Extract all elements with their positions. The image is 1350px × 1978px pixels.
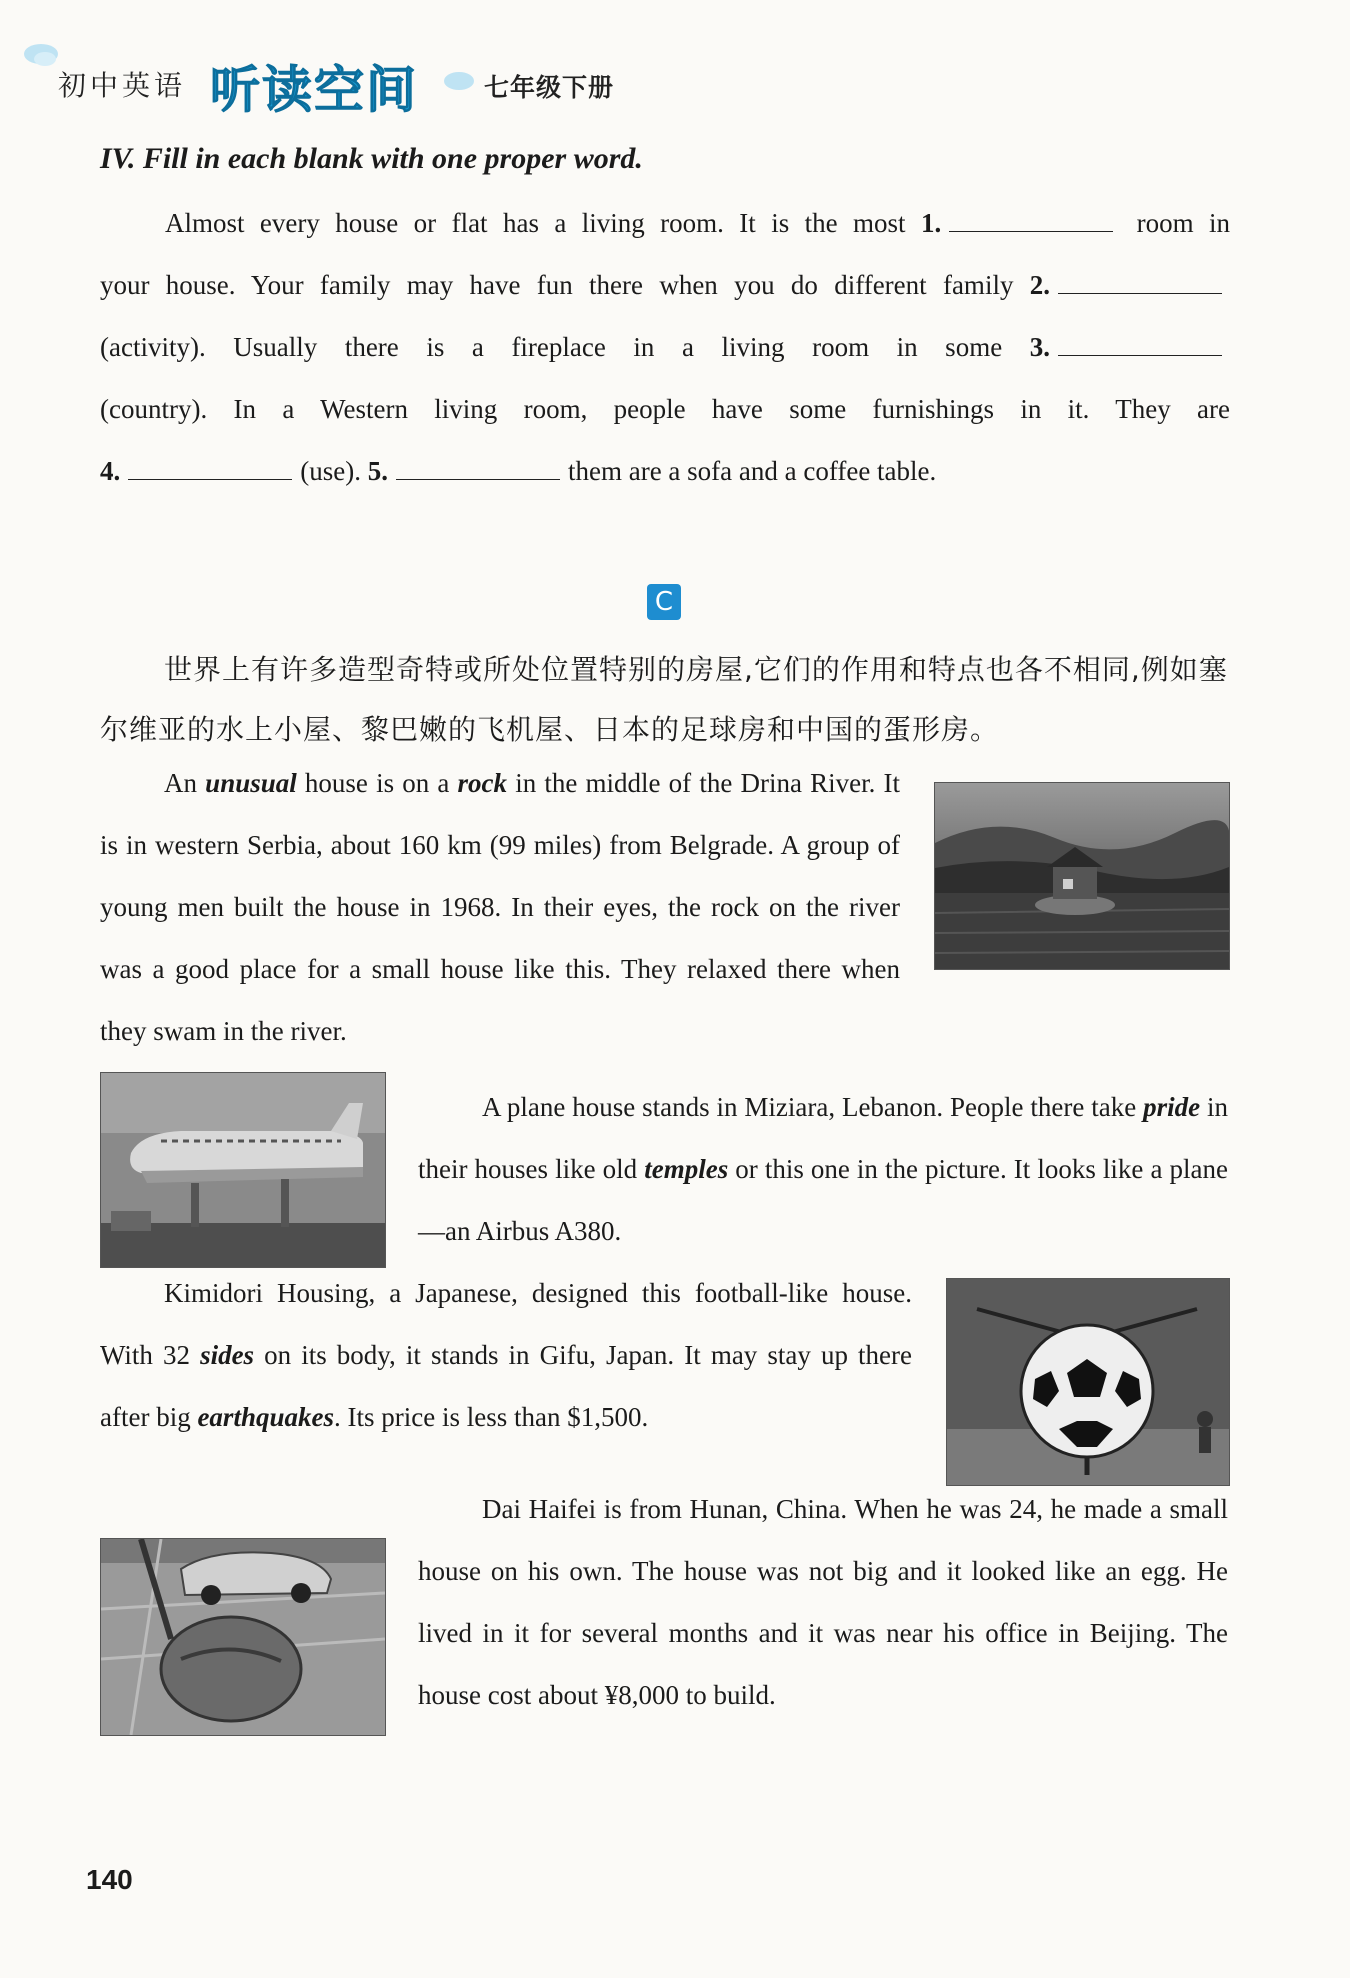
series-name: 初中英语 (58, 69, 187, 102)
passage-china: Dai Haifei is from Hunan, China. When he was 24, he made a small house on his own. The house was not big and it looked like an egg. He lived in it for several months and it was near his office in Beijing. The house cost about ¥8,000 to build. (418, 1494, 1228, 1710)
plane-house-photo (100, 1072, 386, 1268)
exercise-line-1: Almost every house or flat has a living room. It is the most 1. room in (165, 208, 1230, 238)
egg-house-photo (100, 1538, 386, 1736)
exercise-title: IV. Fill in each blank with one proper word. (100, 142, 643, 175)
exercise-line-5: 4. (use). 5. them are a sofa and a coffee table. (100, 456, 937, 486)
brand-logo: 听读空间 (210, 61, 418, 119)
passage-serbia: An unusual house is on a rock in the middle of the Drina River. It is in western Serbia, about 160 km (99 miles) from Belgrade. A group of young men built the house in 1968. In their eyes, the rock on the river was a good place for a small house like this. They relaxed there when they swam in the river. (100, 768, 901, 1046)
passage-lebanon: A plane house stands in Miziara, Lebanon. People there take pride in their houses like old temples or this one in the picture. It looks like a plane—an Airbus A380. (418, 1092, 1228, 1246)
blank-4[interactable] (128, 457, 292, 480)
section-intro: 世界上有许多造型奇特或所处位置特别的房屋,它们的作用和特点也各不相同,例如塞尔维亚的水上小屋、黎巴嫩的飞机屋、日本的足球房和中国的蛋形房。 (100, 653, 1228, 746)
football-house-photo (946, 1278, 1230, 1486)
blank-1[interactable] (949, 209, 1113, 232)
blank-5[interactable] (396, 457, 560, 480)
exercise-line-4: (country). In a Western living room, people have some furnishings in it. They are (100, 394, 1230, 424)
cloud-icon (444, 72, 474, 90)
exercise-line-2: your house. Your family may have fun there when you do different family 2. (100, 270, 1230, 301)
blank-2[interactable] (1058, 271, 1222, 294)
bubble-decoration (34, 52, 56, 66)
river-house-photo (934, 782, 1230, 970)
page-number: 140 (86, 1864, 133, 1895)
blank-3[interactable] (1058, 333, 1222, 356)
exercise-line-3: (activity). Usually there is a fireplace in a living room in some 3. (100, 332, 1230, 363)
grade-label: 七年级下册 (484, 73, 615, 102)
page-header (24, 44, 1324, 119)
passage-japan: Kimidori Housing, a Japanese, designed this football-like house. With 32 sides on its body, it stands in Gifu, Japan. It may stay up there after big earthquakes. Its price is less than $1,500. (100, 1278, 912, 1432)
section-badge: C (647, 584, 681, 620)
